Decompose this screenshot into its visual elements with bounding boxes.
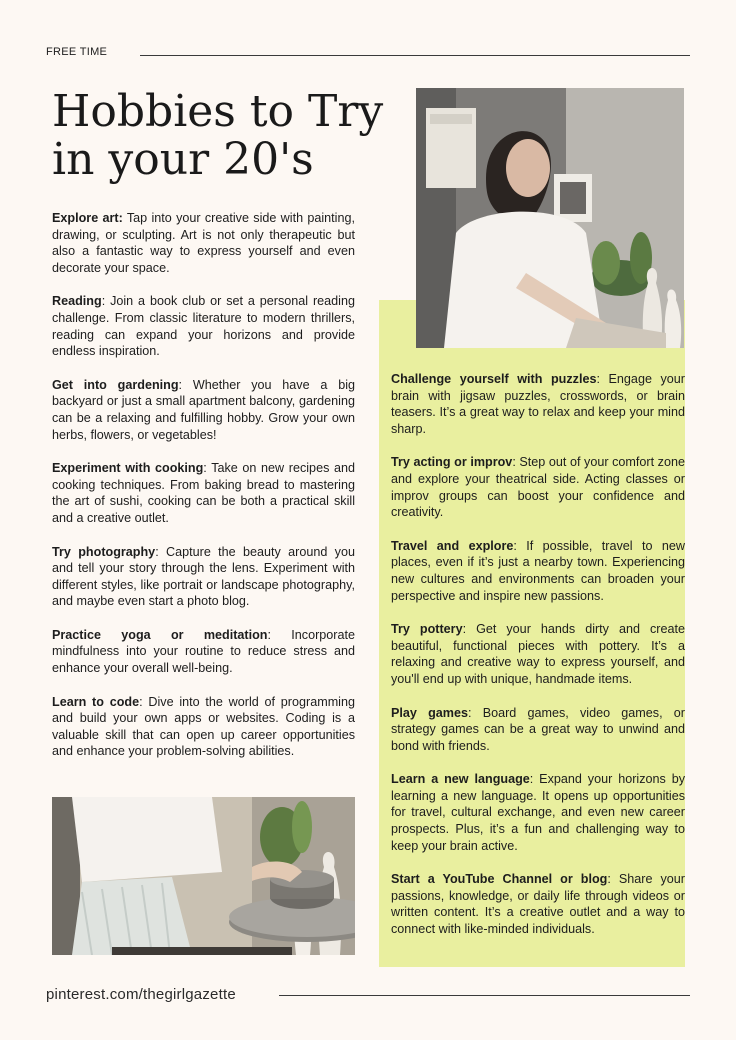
hobby-heading: Start a YouTube Channel or blog	[391, 872, 608, 887]
hobby-text: : Engage your brain with jigsaw puzzles, crosswords, or brain teasers. It’s a great way to relax and keep your mind sharp.	[391, 372, 685, 436]
page-title: Hobbies to Try in your 20's	[52, 86, 384, 185]
hobby-text: : Whether you have a big backyard or just a small apartment balcony, gardening can be a relaxing and fulfilling hobby. Grow your own herbs, flowers, or vegetables!	[52, 377, 355, 442]
hobby-heading: Experiment with cooking	[52, 461, 204, 476]
hobby-item	[52, 694, 355, 760]
hobby-item	[52, 544, 355, 610]
hobby-item	[52, 377, 355, 443]
hobby-text: : Dive into the world of programming and build your own apps or websites. Coding is a valuable skill that can open up career opportunities and enhance your problem-solving abilities.	[52, 694, 355, 759]
hobby-heading: Reading	[52, 294, 102, 309]
pottery-photo-bottom	[52, 797, 355, 955]
hobby-item	[52, 210, 355, 276]
hobby-text: : Incorporate mindfulness into your routine to reduce stress and enhance your overall well-being.	[52, 627, 355, 676]
hobby-text: : Share your passions, knowledge, or daily life through videos or written content. It’s a creative outlet and a way to connect with like-minded individuals.	[391, 872, 685, 937]
hobby-heading: Challenge yourself with puzzles	[391, 372, 597, 386]
hobby-item	[52, 627, 355, 677]
hobby-text: : Step out of your comfort zone and explore your theatrical side. Acting classes or improv groups can boost your confidence and creativity.	[391, 455, 685, 520]
hobby-item	[391, 771, 685, 854]
right-column	[391, 371, 685, 955]
hobby-item	[391, 705, 685, 755]
hobby-heading: Explore art:	[52, 211, 123, 225]
left-column	[52, 210, 355, 777]
hobby-text: : Capture the beauty around you and tell your story through the lens. Experiment with different styles, like portrait or landscape photography, and maybe even start a photo blog.	[52, 544, 355, 609]
pottery-photo-top	[416, 88, 684, 348]
hobby-text: : If possible, travel to new places, even if it’s just a nearby town. Experiencing new cultures and environments can broaden your perspective and inspire new passions.	[391, 538, 685, 603]
hobby-item	[391, 538, 685, 604]
hobby-text: : Get your hands dirty and create beautiful, functional pieces with pottery. It’s a relaxing and creative way to express yourself, and you'll end up with unique, handmade items.	[391, 622, 685, 686]
hobby-text: : Take on new recipes and cooking techniques. From baking bread to mastering the art of sushi, cooking can be both a practical skill and a creative outlet.	[52, 461, 355, 525]
hobby-text: : Join a book club or set a personal reading challenge. From classic literature to modern thrillers, reading can expand your horizons and provide endless inspiration.	[52, 294, 355, 359]
hobby-item	[391, 371, 685, 437]
hobby-heading: Try pottery	[391, 622, 463, 637]
hobby-heading: Learn a new language	[391, 772, 530, 787]
hobby-item	[52, 293, 355, 359]
hobby-item	[52, 460, 355, 526]
header-divider	[140, 55, 690, 56]
hobby-heading: Travel and explore	[391, 538, 514, 553]
hobby-item	[391, 871, 685, 937]
hobby-text: : Board games, video games, or strategy games can be a great way to unwind and bond with friends.	[391, 705, 685, 753]
footer-divider	[279, 995, 690, 996]
hobby-heading: Try acting or improv	[391, 455, 513, 470]
hobby-item	[391, 454, 685, 520]
section-label: FREE TIME	[46, 46, 108, 58]
source-url: pinterest.com/thegirlgazette	[46, 986, 236, 1003]
hobby-text: Tap into your creative side with painting, drawing, or sculpting. Art is not only therapeutic but also a fantastic way to express yourself and even decorate your space.	[52, 211, 355, 275]
hobby-heading: Get into gardening	[52, 377, 179, 392]
hobby-item	[391, 621, 685, 687]
hobby-heading: Learn to code	[52, 694, 140, 709]
hobby-heading: Play games	[391, 705, 469, 720]
hobby-heading: Practice yoga or meditation	[52, 627, 268, 642]
hobby-heading: Try photography	[52, 544, 156, 559]
hobby-text: : Expand your horizons by learning a new language. It opens up opportunities for travel, cultural exchange, and even new career prospects. Plus, it’s a fun and challenging way to keep your brain active.	[391, 772, 685, 853]
